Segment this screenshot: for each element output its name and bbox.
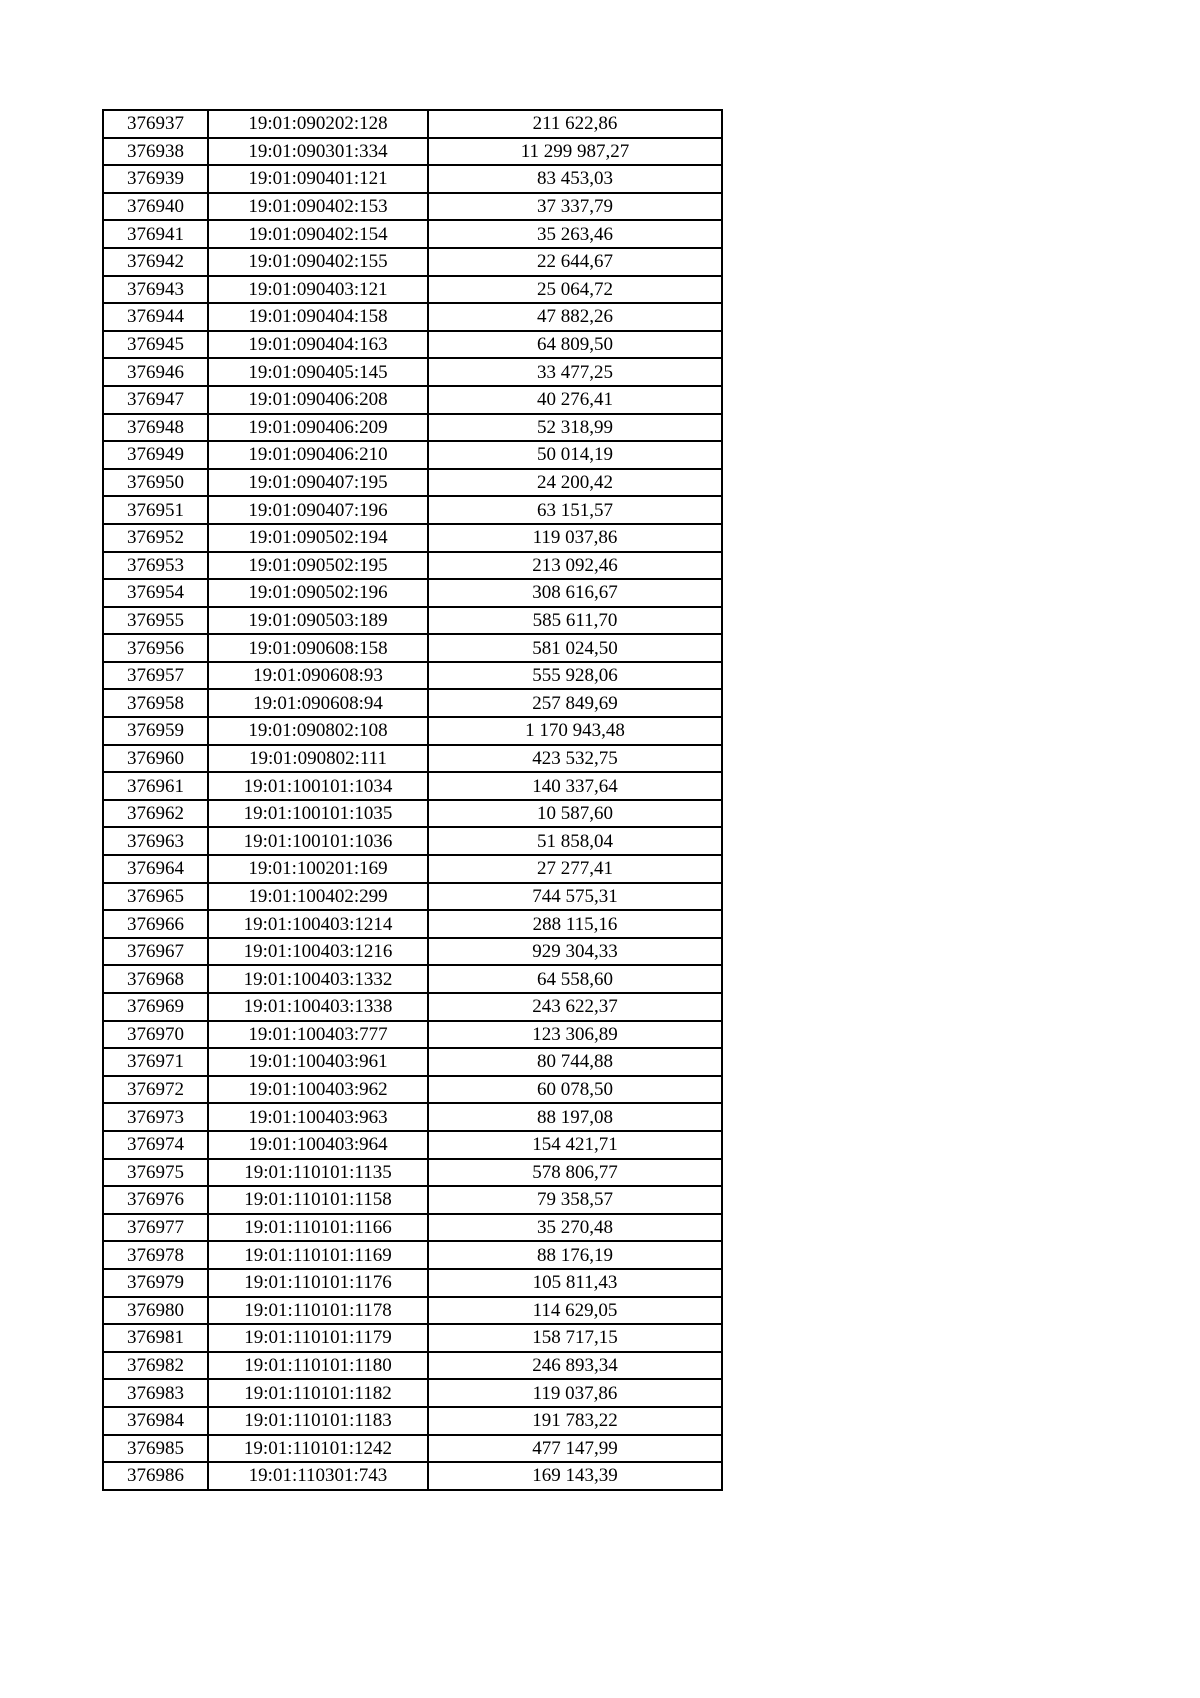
cadastral-number-cell: 19:01:090502:195 xyxy=(208,552,428,580)
row-number-cell: 376979 xyxy=(103,1269,208,1297)
amount-cell: 191 783,22 xyxy=(428,1407,722,1435)
cadastral-number-cell: 19:01:090401:121 xyxy=(208,165,428,193)
amount-cell: 119 037,86 xyxy=(428,524,722,552)
row-number-cell: 376980 xyxy=(103,1297,208,1325)
row-number-cell: 376957 xyxy=(103,662,208,690)
table-row xyxy=(103,165,722,193)
amount-cell: 243 622,37 xyxy=(428,993,722,1021)
table-row xyxy=(103,717,722,745)
amount-cell: 929 304,33 xyxy=(428,938,722,966)
cadastral-number-cell: 19:01:100403:1214 xyxy=(208,910,428,938)
cadastral-number-cell: 19:01:090406:210 xyxy=(208,441,428,469)
table-row xyxy=(103,1103,722,1131)
table-row xyxy=(103,552,722,580)
cadastral-number-cell: 19:01:100402:299 xyxy=(208,883,428,911)
row-number-cell: 376948 xyxy=(103,414,208,442)
cadastral-number-cell: 19:01:090405:145 xyxy=(208,358,428,386)
row-number-cell: 376938 xyxy=(103,138,208,166)
cadastral-number-cell: 19:01:110101:1135 xyxy=(208,1159,428,1187)
cadastral-number-cell: 19:01:090608:93 xyxy=(208,662,428,690)
row-number-cell: 376986 xyxy=(103,1462,208,1490)
table-row xyxy=(103,1021,722,1049)
amount-cell: 114 629,05 xyxy=(428,1297,722,1325)
amount-cell: 154 421,71 xyxy=(428,1131,722,1159)
table-row xyxy=(103,1076,722,1104)
table-row xyxy=(103,1214,722,1242)
amount-cell: 52 318,99 xyxy=(428,414,722,442)
row-number-cell: 376972 xyxy=(103,1076,208,1104)
row-number-cell: 376977 xyxy=(103,1214,208,1242)
cadastral-number-cell: 19:01:100403:963 xyxy=(208,1103,428,1131)
cadastral-number-cell: 19:01:100403:962 xyxy=(208,1076,428,1104)
amount-cell: 88 197,08 xyxy=(428,1103,722,1131)
row-number-cell: 376958 xyxy=(103,689,208,717)
amount-cell: 581 024,50 xyxy=(428,634,722,662)
table-row xyxy=(103,331,722,359)
cadastral-number-cell: 19:01:090502:196 xyxy=(208,579,428,607)
row-number-cell: 376960 xyxy=(103,745,208,773)
table-row xyxy=(103,138,722,166)
row-number-cell: 376950 xyxy=(103,469,208,497)
amount-cell: 578 806,77 xyxy=(428,1159,722,1187)
row-number-cell: 376939 xyxy=(103,165,208,193)
row-number-cell: 376981 xyxy=(103,1324,208,1352)
cadastral-number-cell: 19:01:100403:777 xyxy=(208,1021,428,1049)
row-number-cell: 376956 xyxy=(103,634,208,662)
table-row xyxy=(103,193,722,221)
table-row xyxy=(103,1407,722,1435)
row-number-cell: 376959 xyxy=(103,717,208,745)
row-number-cell: 376968 xyxy=(103,965,208,993)
table-row xyxy=(103,303,722,331)
table-row xyxy=(103,938,722,966)
table-row xyxy=(103,1048,722,1076)
table-row xyxy=(103,745,722,773)
cadastral-number-cell: 19:01:090502:194 xyxy=(208,524,428,552)
table-row xyxy=(103,1131,722,1159)
amount-cell: 10 587,60 xyxy=(428,800,722,828)
table-row xyxy=(103,1462,722,1490)
cadastral-number-cell: 19:01:110301:743 xyxy=(208,1462,428,1490)
row-number-cell: 376944 xyxy=(103,303,208,331)
cadastral-number-cell: 19:01:110101:1166 xyxy=(208,1214,428,1242)
amount-cell: 423 532,75 xyxy=(428,745,722,773)
row-number-cell: 376973 xyxy=(103,1103,208,1131)
amount-cell: 37 337,79 xyxy=(428,193,722,221)
cadastral-number-cell: 19:01:100101:1036 xyxy=(208,827,428,855)
table-row xyxy=(103,441,722,469)
table-row xyxy=(103,827,722,855)
table-row xyxy=(103,1324,722,1352)
cadastral-number-cell: 19:01:090402:155 xyxy=(208,248,428,276)
amount-cell: 213 092,46 xyxy=(428,552,722,580)
row-number-cell: 376969 xyxy=(103,993,208,1021)
amount-cell: 24 200,42 xyxy=(428,469,722,497)
amount-cell: 555 928,06 xyxy=(428,662,722,690)
amount-cell: 83 453,03 xyxy=(428,165,722,193)
row-number-cell: 376975 xyxy=(103,1159,208,1187)
table-row xyxy=(103,1241,722,1269)
table-row xyxy=(103,524,722,552)
cadastral-number-cell: 19:01:090608:158 xyxy=(208,634,428,662)
cadastral-number-cell: 19:01:090403:121 xyxy=(208,276,428,304)
table-row xyxy=(103,220,722,248)
cadastral-number-cell: 19:01:090202:128 xyxy=(208,110,428,138)
table-row xyxy=(103,414,722,442)
amount-cell: 257 849,69 xyxy=(428,689,722,717)
table-row xyxy=(103,469,722,497)
row-number-cell: 376983 xyxy=(103,1379,208,1407)
table-row xyxy=(103,1379,722,1407)
table-row xyxy=(103,910,722,938)
row-number-cell: 376952 xyxy=(103,524,208,552)
amount-cell: 1 170 943,48 xyxy=(428,717,722,745)
cadastral-number-cell: 19:01:090407:195 xyxy=(208,469,428,497)
cadastral-number-cell: 19:01:100101:1035 xyxy=(208,800,428,828)
cadastral-number-cell: 19:01:100403:964 xyxy=(208,1131,428,1159)
cadastral-number-cell: 19:01:110101:1178 xyxy=(208,1297,428,1325)
row-number-cell: 376954 xyxy=(103,579,208,607)
amount-cell: 50 014,19 xyxy=(428,441,722,469)
cadastral-number-cell: 19:01:090301:334 xyxy=(208,138,428,166)
cadastral-number-cell: 19:01:100403:1216 xyxy=(208,938,428,966)
cadastral-number-cell: 19:01:100201:169 xyxy=(208,855,428,883)
cadastral-number-cell: 19:01:110101:1158 xyxy=(208,1186,428,1214)
amount-cell: 585 611,70 xyxy=(428,607,722,635)
cadastral-number-cell: 19:01:090402:153 xyxy=(208,193,428,221)
cadastral-number-cell: 19:01:110101:1183 xyxy=(208,1407,428,1435)
amount-cell: 60 078,50 xyxy=(428,1076,722,1104)
row-number-cell: 376976 xyxy=(103,1186,208,1214)
row-number-cell: 376942 xyxy=(103,248,208,276)
cadastral-number-cell: 19:01:110101:1179 xyxy=(208,1324,428,1352)
amount-cell: 119 037,86 xyxy=(428,1379,722,1407)
amount-cell: 40 276,41 xyxy=(428,386,722,414)
table-row xyxy=(103,634,722,662)
amount-cell: 63 151,57 xyxy=(428,496,722,524)
table-row xyxy=(103,689,722,717)
row-number-cell: 376946 xyxy=(103,358,208,386)
amount-cell: 25 064,72 xyxy=(428,276,722,304)
table-row xyxy=(103,1269,722,1297)
table-row xyxy=(103,993,722,1021)
cadastral-number-cell: 19:01:090406:209 xyxy=(208,414,428,442)
table-row xyxy=(103,1297,722,1325)
row-number-cell: 376985 xyxy=(103,1435,208,1463)
data-table xyxy=(102,109,723,1491)
amount-cell: 27 277,41 xyxy=(428,855,722,883)
row-number-cell: 376962 xyxy=(103,800,208,828)
table-row xyxy=(103,579,722,607)
row-number-cell: 376941 xyxy=(103,220,208,248)
cadastral-number-cell: 19:01:090404:158 xyxy=(208,303,428,331)
amount-cell: 105 811,43 xyxy=(428,1269,722,1297)
amount-cell: 211 622,86 xyxy=(428,110,722,138)
table-row xyxy=(103,358,722,386)
row-number-cell: 376949 xyxy=(103,441,208,469)
row-number-cell: 376945 xyxy=(103,331,208,359)
amount-cell: 158 717,15 xyxy=(428,1324,722,1352)
row-number-cell: 376974 xyxy=(103,1131,208,1159)
amount-cell: 35 270,48 xyxy=(428,1214,722,1242)
cadastral-number-cell: 19:01:110101:1182 xyxy=(208,1379,428,1407)
table-row xyxy=(103,1352,722,1380)
amount-cell: 169 143,39 xyxy=(428,1462,722,1490)
row-number-cell: 376964 xyxy=(103,855,208,883)
cadastral-number-cell: 19:01:110101:1169 xyxy=(208,1241,428,1269)
row-number-cell: 376937 xyxy=(103,110,208,138)
row-number-cell: 376953 xyxy=(103,552,208,580)
amount-cell: 80 744,88 xyxy=(428,1048,722,1076)
cadastral-number-cell: 19:01:090402:154 xyxy=(208,220,428,248)
amount-cell: 11 299 987,27 xyxy=(428,138,722,166)
table-row xyxy=(103,965,722,993)
amount-cell: 246 893,34 xyxy=(428,1352,722,1380)
row-number-cell: 376982 xyxy=(103,1352,208,1380)
cadastral-number-cell: 19:01:090406:208 xyxy=(208,386,428,414)
amount-cell: 79 358,57 xyxy=(428,1186,722,1214)
cadastral-number-cell: 19:01:090407:196 xyxy=(208,496,428,524)
table-row xyxy=(103,276,722,304)
cadastral-number-cell: 19:01:090802:108 xyxy=(208,717,428,745)
cadastral-number-cell: 19:01:090802:111 xyxy=(208,745,428,773)
cadastral-number-cell: 19:01:100403:961 xyxy=(208,1048,428,1076)
table-row xyxy=(103,662,722,690)
row-number-cell: 376940 xyxy=(103,193,208,221)
row-number-cell: 376961 xyxy=(103,772,208,800)
cadastral-number-cell: 19:01:100403:1338 xyxy=(208,993,428,1021)
table-row xyxy=(103,607,722,635)
amount-cell: 22 644,67 xyxy=(428,248,722,276)
table-row xyxy=(103,110,722,138)
table-row xyxy=(103,248,722,276)
row-number-cell: 376965 xyxy=(103,883,208,911)
row-number-cell: 376966 xyxy=(103,910,208,938)
cadastral-number-cell: 19:01:110101:1180 xyxy=(208,1352,428,1380)
row-number-cell: 376978 xyxy=(103,1241,208,1269)
table-row xyxy=(103,386,722,414)
row-number-cell: 376971 xyxy=(103,1048,208,1076)
table-row xyxy=(103,883,722,911)
amount-cell: 33 477,25 xyxy=(428,358,722,386)
cadastral-number-cell: 19:01:090608:94 xyxy=(208,689,428,717)
row-number-cell: 376963 xyxy=(103,827,208,855)
table-row xyxy=(103,772,722,800)
amount-cell: 47 882,26 xyxy=(428,303,722,331)
table-row xyxy=(103,800,722,828)
amount-cell: 288 115,16 xyxy=(428,910,722,938)
amount-cell: 123 306,89 xyxy=(428,1021,722,1049)
table-row xyxy=(103,1159,722,1187)
cadastral-number-cell: 19:01:110101:1242 xyxy=(208,1435,428,1463)
amount-cell: 308 616,67 xyxy=(428,579,722,607)
cadastral-number-cell: 19:01:110101:1176 xyxy=(208,1269,428,1297)
amount-cell: 88 176,19 xyxy=(428,1241,722,1269)
amount-cell: 64 809,50 xyxy=(428,331,722,359)
amount-cell: 64 558,60 xyxy=(428,965,722,993)
table-row xyxy=(103,1435,722,1463)
amount-cell: 744 575,31 xyxy=(428,883,722,911)
amount-cell: 140 337,64 xyxy=(428,772,722,800)
row-number-cell: 376947 xyxy=(103,386,208,414)
amount-cell: 477 147,99 xyxy=(428,1435,722,1463)
amount-cell: 35 263,46 xyxy=(428,220,722,248)
table-row xyxy=(103,855,722,883)
amount-cell: 51 858,04 xyxy=(428,827,722,855)
row-number-cell: 376955 xyxy=(103,607,208,635)
row-number-cell: 376951 xyxy=(103,496,208,524)
table-row xyxy=(103,496,722,524)
cadastral-number-cell: 19:01:090503:189 xyxy=(208,607,428,635)
row-number-cell: 376984 xyxy=(103,1407,208,1435)
cadastral-number-cell: 19:01:100101:1034 xyxy=(208,772,428,800)
row-number-cell: 376967 xyxy=(103,938,208,966)
cadastral-number-cell: 19:01:090404:163 xyxy=(208,331,428,359)
cadastral-number-cell: 19:01:100403:1332 xyxy=(208,965,428,993)
table-row xyxy=(103,1186,722,1214)
row-number-cell: 376943 xyxy=(103,276,208,304)
table-body xyxy=(103,110,722,1490)
row-number-cell: 376970 xyxy=(103,1021,208,1049)
